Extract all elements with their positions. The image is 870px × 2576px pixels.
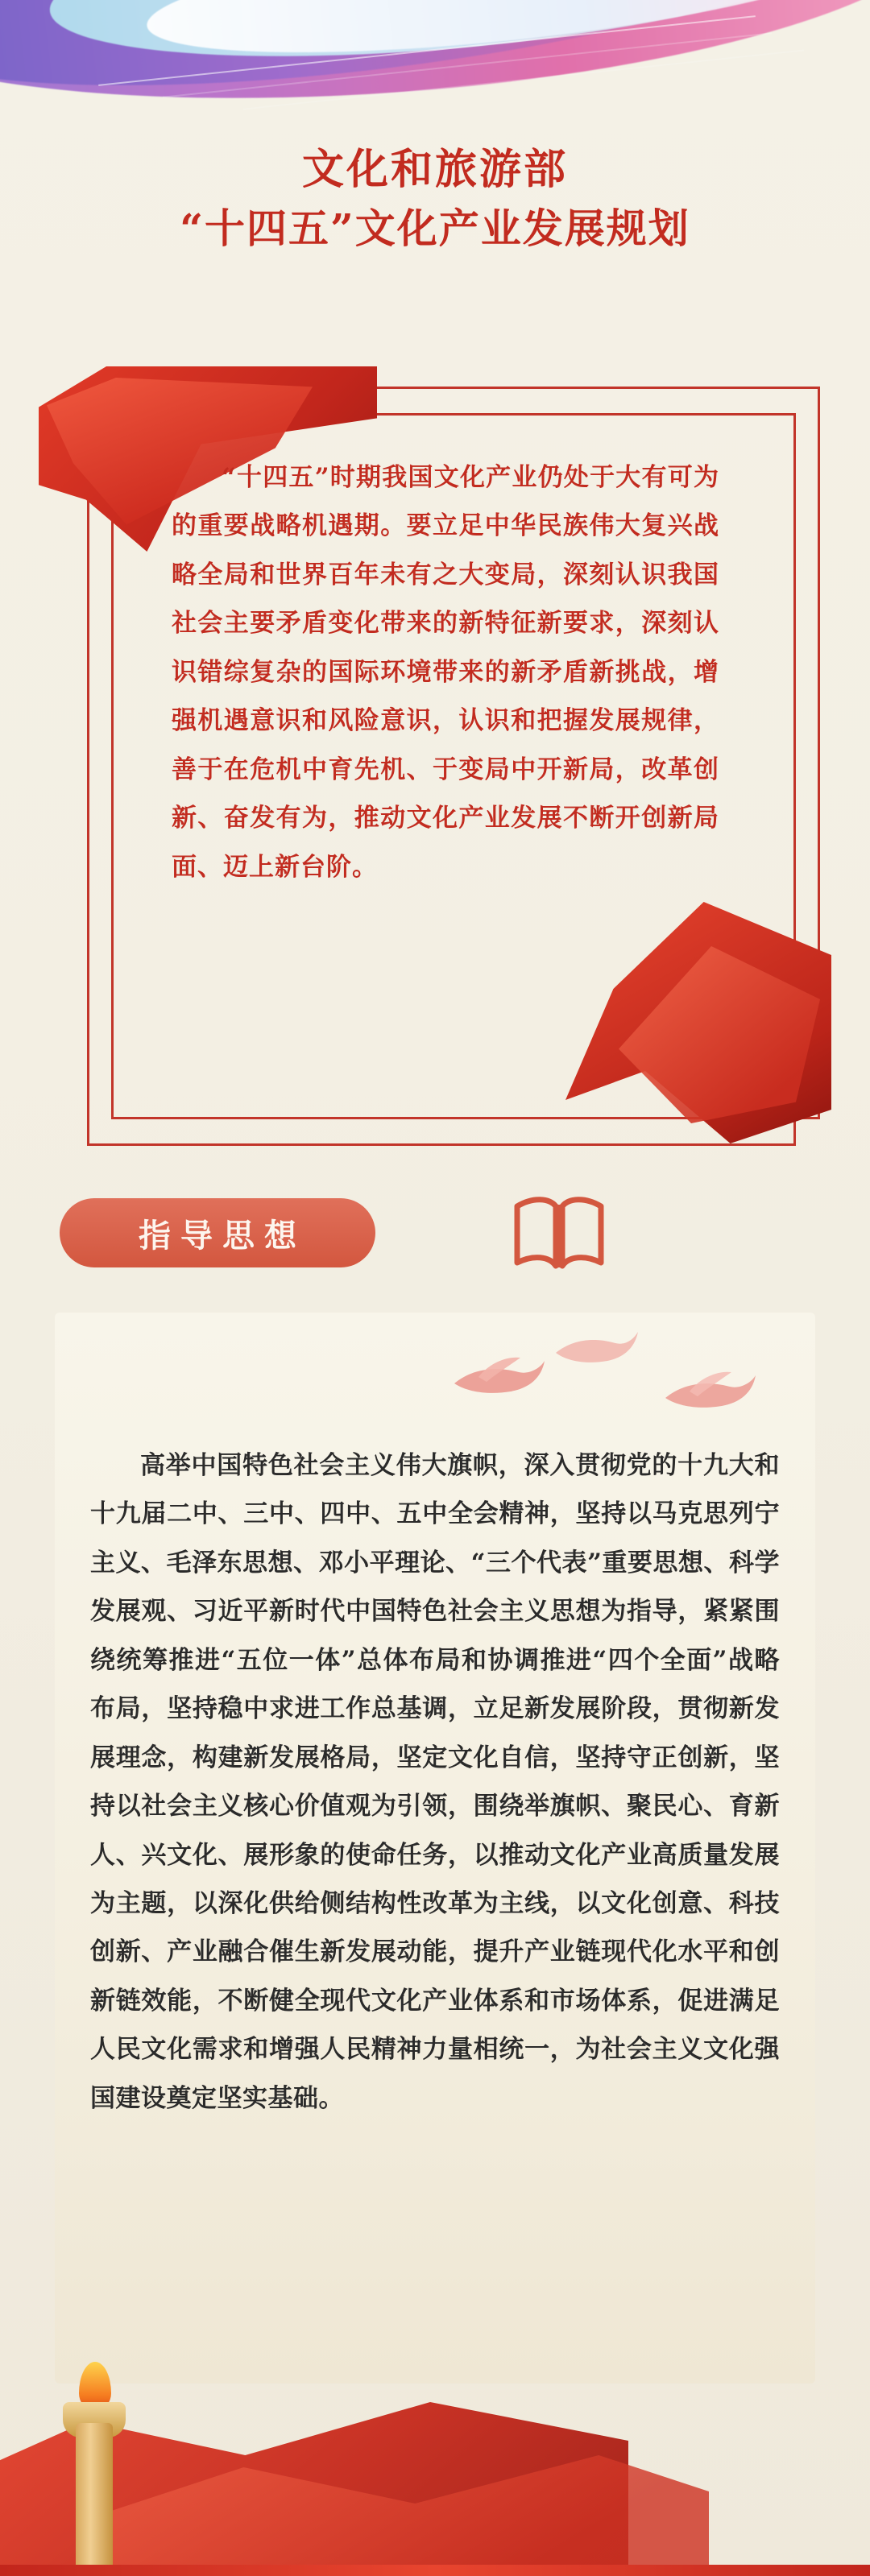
body-paragraph: 高举中国特色社会主义伟大旗帜，深入贯彻党的十九大和十九届二中、三中、四中、五中全会精神，坚持以马克思列宁主义、毛泽东思想、邓小平理论、“三个代表”重要思想、科学发展观、习近平新时代中国特色社会主义思想为指导，紧紧围绕统筹推进“五位一体”总体布局和协调推进“四个全面”战略布局，坚持稳中求进工作总基调，立足新发展阶段，贯彻新发展理念，构建新发展格局，坚定文化自信，坚持守正创新，坚持以社会主义核心价值观为引领，围绕举旗帜、聚民心、育新人、兴文化、展形象的使命任务，以推动文化产业高质量发展为主题，以深化供给侧结构性改革为主线，以文化创意、科技创新、产业融合催生新发展动能，提升产业链现代化水平和创新链效能，不断健全现代文化产业体系和市场体系，促进满足人民文化需求和增强人民精神力量相统一，为社会主义文化强国建设奠定坚实基础。 [90, 1451, 780, 2113]
page-title [0, 143, 870, 254]
open-book-icon [511, 1192, 607, 1276]
bottom-decoration [0, 2318, 870, 2576]
title-subtitle: “十四五”文化产业发展规划 [180, 205, 690, 252]
bottom-stripe [0, 2565, 870, 2576]
section-label-pill [60, 1198, 375, 1267]
torch-handle-icon [76, 2423, 113, 2576]
title-main: 文化和旅游部 [301, 145, 568, 194]
highlight-paragraph: “十四五”时期我国文化产业仍处于大有可为的重要战略机遇期。要立足中华民族伟大复兴战略全局和世界百年未有之大变局，深刻认识我国社会主要矛盾变化带来的新特征新要求，深刻认识错综复杂的国际环境带来的新矛盾新挑战，增强机遇意识和风险意识，认识和把握发展规律，善于在危机中育先机、于变局中开新局，改革创新、奋发有为，推动文化产业发展不断开创新局面、迈上新台阶。 [172, 463, 719, 882]
top-ribbon-decoration [0, 0, 870, 121]
highlight-banner [39, 366, 831, 1172]
section-header [60, 1192, 809, 1280]
section-label-text: 指导思想 [139, 1216, 306, 1255]
torch-icon [48, 2367, 145, 2576]
